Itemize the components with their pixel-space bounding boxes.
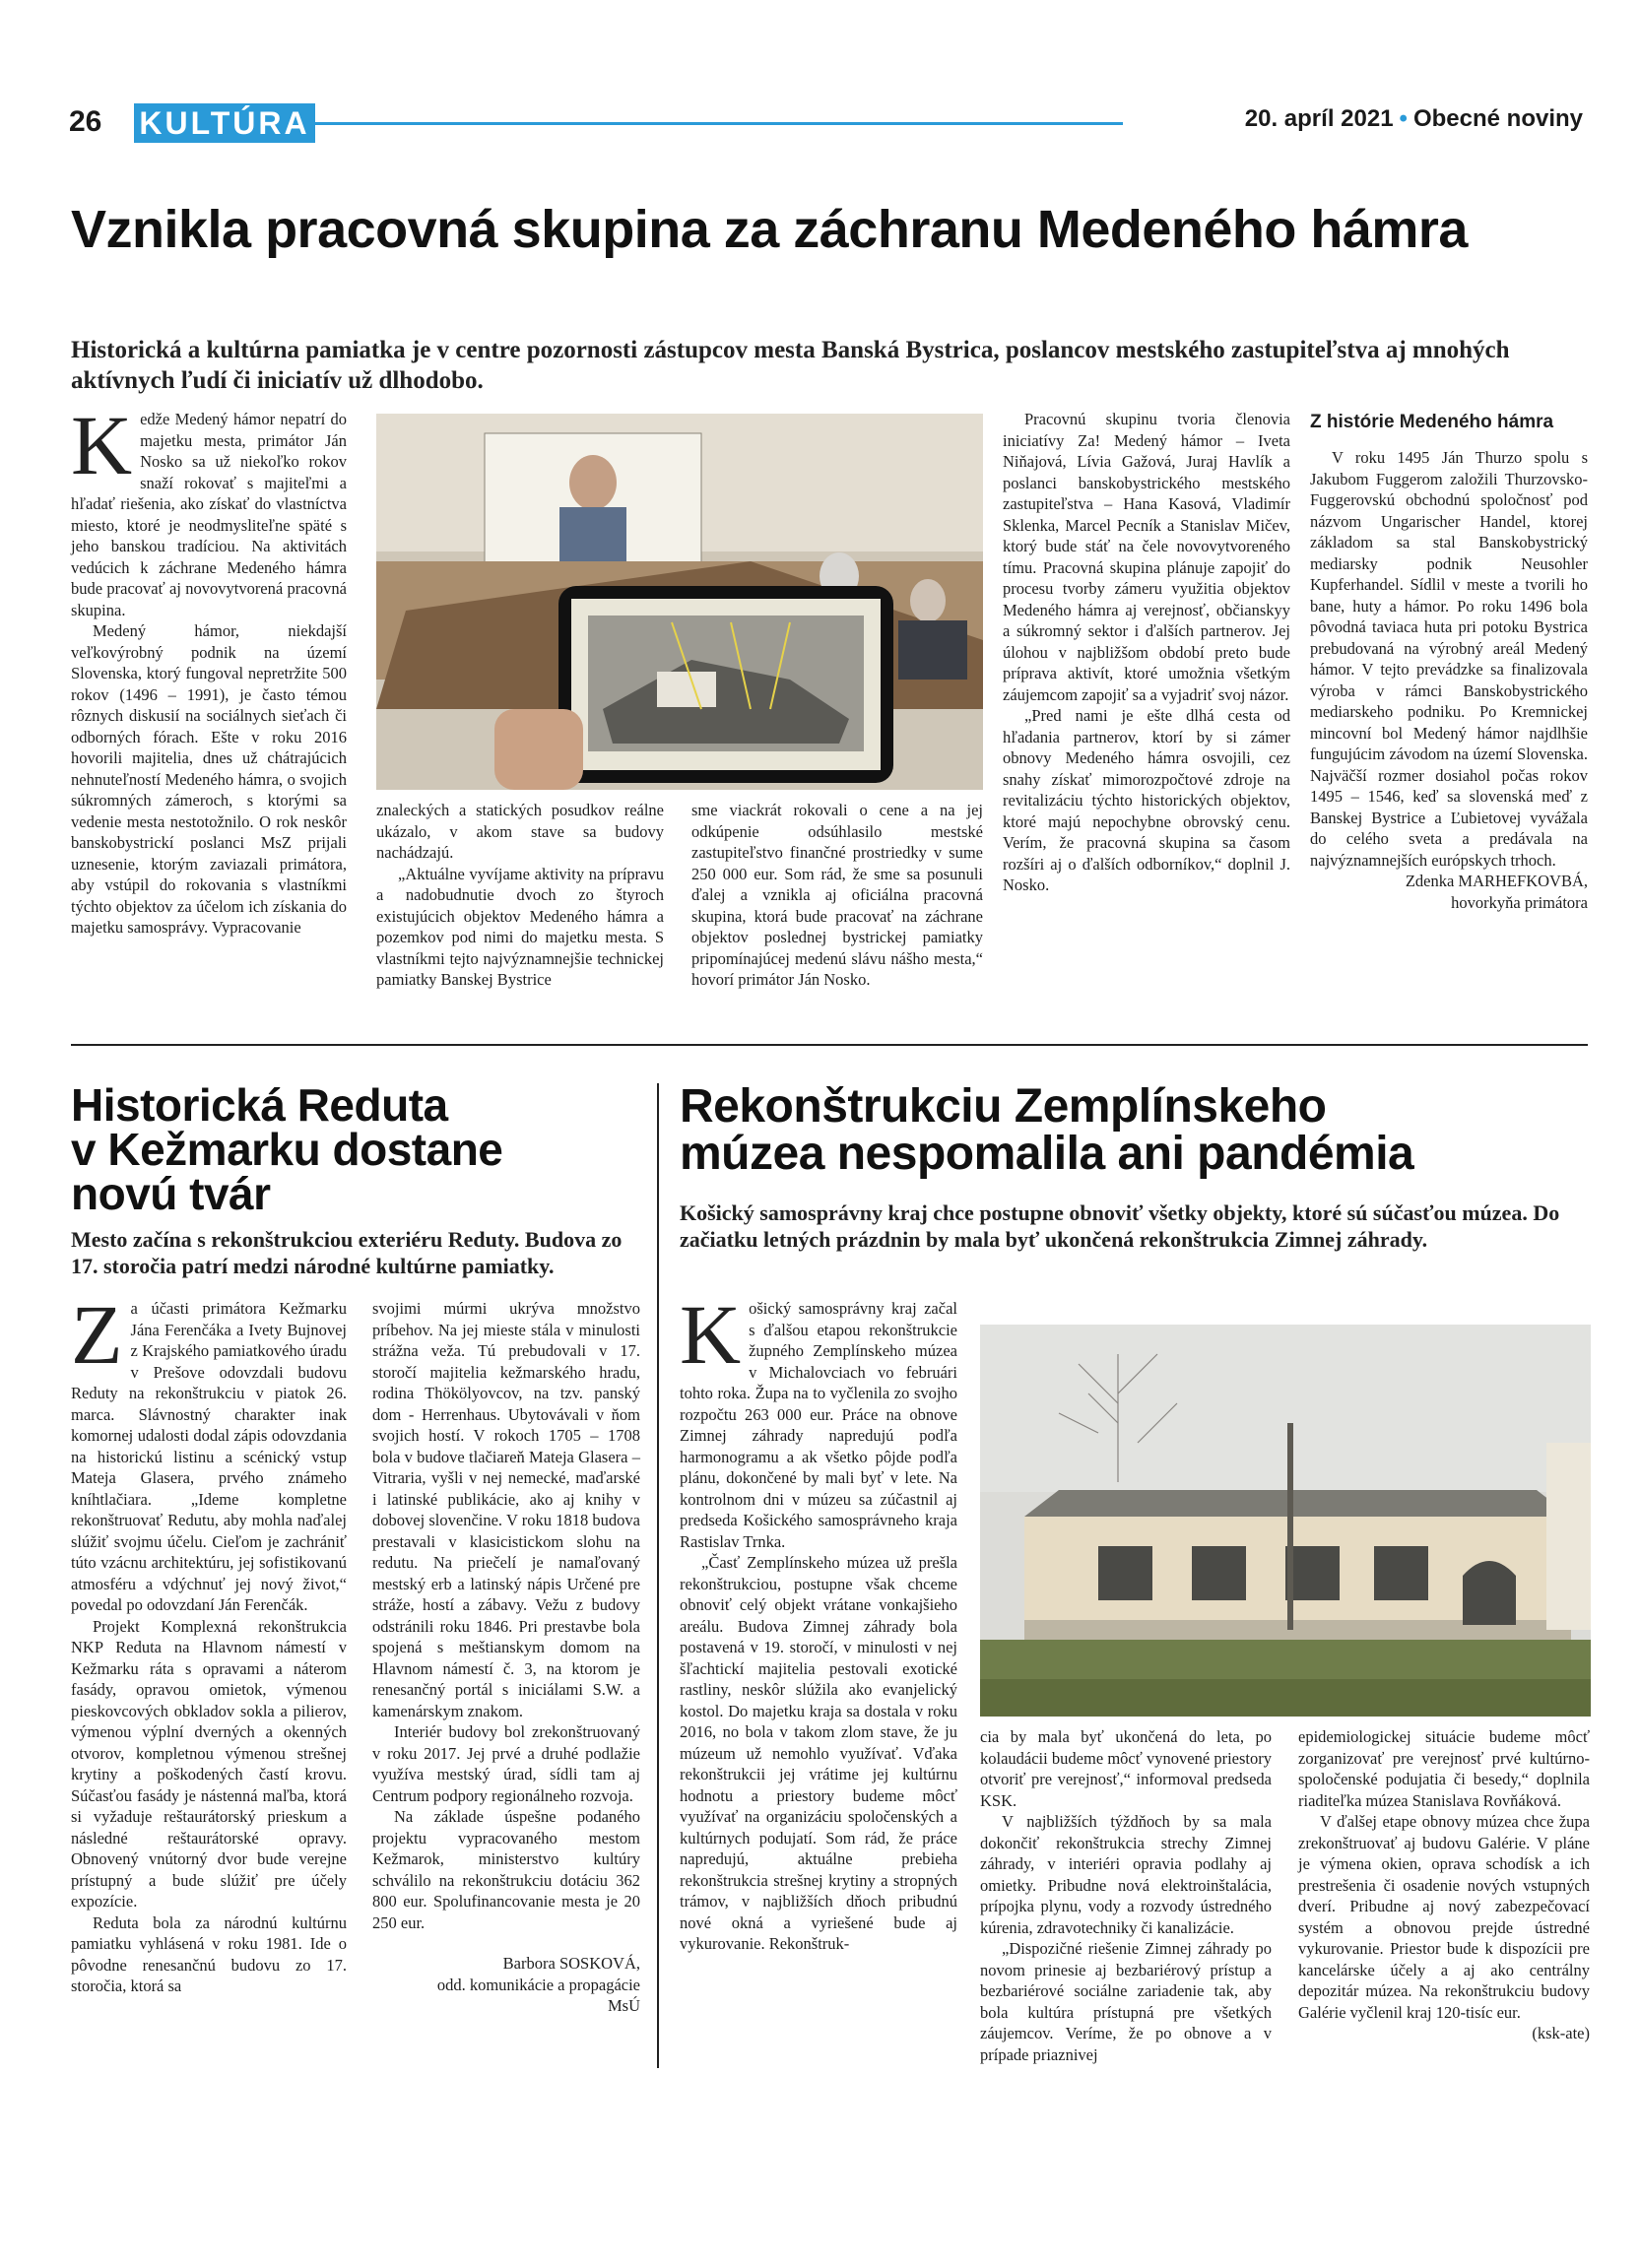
paragraph: znaleckých a statických posudkov reálne ukázalo, v akom stave sa budovy nachádzajú. [376,801,664,862]
paragraph: Medený hámor, niekdajší veľkovýrobný podnik na území Slovenska, ktorý fungoval nepretržite 500 rokov (1496 – 1991), je často témou rôznych diskusií na sociálnych sieťach či odborných fórach. Ešte v roku 2016 hovorili majitelia, dnes už chátrajúcich nehnuteľností Medeného hámra, o svojich súkromných zámeroch, s ktorými sa vedenie mesta nestotožnilo. O rok neskôr banskobystrickí poslanci MsZ prijali uznesenie, ktorým zaviazali primátora, aby vstúpil do rokovania s vlastníkmi týchto objektov za účelom ich získania do majetku samosprávy. Vypracovanie [71,621,347,937]
paragraph: sme viackrát rokovali o cene a na jej odkúpenie odsúhlasilo mestské zastupiteľstvo finančné prostriedky v sume 250 000 eur. Som rád, že sme sa posunuli ďalej a vznikla aj oficiálna pracovná skupina, ktorá bude pracovať na záchrane objektov poslednej bystrickej pamiatky pripomínajúcej medenú slávu nášho mesta,“ hovorí primátor Ján Nosko. [691,801,983,989]
paragraph: Pracovnú skupinu tvoria členovia iniciatívy Za! Medený hámor – Iveta Niňajová, Lívia Gažová, Juraj Havlík a poslanci banskobystrického mestského zastupiteľstva – Hana Kasová, Vladimír Sklenka, Marcel Pecník a Stanislav Mičev, ktorý bude stáť na čele novovytvoreného tímu. Pracovná skupina plánuje zapojiť do procesu tvorby zámeru využitia objektov Medeného hámra aj verejnosť, občianskyy a súkromný sektor i ďalších partnerov. Jej úlohou v najbližšom období preto bude príprava aktivít, ktoré umožnia všetkým záujemcom zapojiť sa a vyjadriť svoj názor. [1003,410,1290,704]
column-divider [657,1083,659,2068]
headline-line: Rekonštrukciu Zemplínskeho [680,1080,1327,1133]
article3-column-2 [980,1726,1272,2065]
paragraph: „Časť Zemplínskeho múzea už prešla rekonštrukciou, postupne však chceme obnoviť celý objekt vrátane vonkajšieho areálu. Budova Zimnej záhrady bola postavená v 19. storočí, v minulosti v nej šľachtickí majitelia pestovali exotické rastliny, neskôr slúžila ako evanjelický kostol. Do majetku kraja sa dostala v roku 2016, no bola v takom zlom stave, že ju múzeum už nemohlo využívať. Vďaka rekonštrukcii jej vrátime jej kultúrnu hodnotu a priestory budeme môcť využívať na organizáciu spoločenských a kultúrnych podujatí. Som rád, že práce napredujú, aktuálne prebieha rekonštrukcia strešnej krytiny a stropných trámov, v najbližších dňoch pribudnú nové okná a vyriešené bude aj vykurovanie. Rekonštruk- [680,1553,957,1953]
article1-photo [376,414,983,790]
meeting-photo-image [376,414,983,790]
article1-column-4 [1003,409,1290,896]
headline-line: v Kežmarku dostane [71,1124,503,1175]
paragraph: Projekt Komplexná rekonštrukcia NKP Reduta na Hlavnom námestí v Kežmarku ráta s opravami a náterom fasády, opravou omietok, výmenou pieskovcových obkladov sokla a pilierov, výmenou výplní dverných a okenných otvorov, kompletnou výmenou strešnej krytiny a poškodených častí krovu. Súčasťou fasády je nástenná maľba, ktorá si vyžaduje reštaurátorský prieskum a následné reštaurátorské opravy. Obnovený vnútorný dvor bude verejne prístupný a bude slúžiť pre účely expozície. [71,1616,347,1911]
sidebar-title: Z histórie Medeného hámra [1310,412,1554,432]
article3-headline [680,1080,1606,1180]
dropcap: K [680,1287,742,1382]
paragraph: edže Medený hámor nepatrí do majetku mesta, primátor Ján Nosko sa už niekoľko rokov snaží rokovať s majiteľmi a hľadať riešenia, ako získať do vlastníctva miesto, ktoré je neodmysliteľne späté s jeho banskou tradíciou. Na aktivitách vedúcich k záchrane Medeného hámra bude pracovať aj novovytvorená pracovná skupina. [71,410,347,619]
article1-column-1 [71,398,347,939]
article3-column-3 [1298,1726,1590,2044]
dropcap: Z [71,1287,123,1382]
header-rule [315,122,1123,125]
page-number: 26 [69,105,102,138]
headline-line: múzea nespomalila ani pandémia [680,1128,1414,1180]
paragraph: ošický samosprávny kraj začal s ďalšou etapou rekonštrukcie župného Zemplínskeho múzea v Michalovciach vo februári tohto roka. Župa na to vyčlenila zo svojho rozpočtu 263 000 eur. Práce na obnove Zimnej záhrady napredujú podľa harmonogramu a ak všetko pôjde podľa plánu, dokončené by mali byť v lete. Na kontrolnom dni v múzeu sa zúčastnil aj predseda Košického samosprávneho kraja Rastislav Trnka. [680,1299,957,1551]
issue-date: 20. apríl 2021 [1244,105,1394,132]
paragraph: V roku 1495 Ján Thurzo spolu s Jakubom Fuggerom založili Thurzovsko-Fuggerovskú obchodnú spoločnosť pod názvom Ungarischer Handel, ktorej základom sa stal Banskobystrický mediarsky podnik Neusohler Kupferhandel. Sídlil v meste a tvorili ho bane, huty a hámor. Po roku 1496 bola pôvodná taviaca huta pri potoku Bystrica prebudovaná na výrobný areál Medený hámor. V tejto prevádzke sa finalizovala výroba v rámci Banskobystrického mediarskeho podniku. Po Kremnickej mincovní bol Medený hámor najdlhšie fungujúcim závodom na území Slovenska. Najväčší rozmer dosiahol počas rokov 1495 – 1546, keď sa slovenská meď z Banskej Bystrice a Ľubietovej vyvážala do celého sveta a predávala na najvýznamnejších európskych trhoch. [1310,448,1588,870]
history-sidebar [1310,412,1588,913]
signature-role: hovorkyňa primátora [1451,892,1588,912]
section-divider [71,1044,1588,1046]
article1-column-3 [691,800,983,991]
headline-line: Historická Reduta [71,1079,448,1131]
separator-dot: • [1399,105,1408,132]
signature-name: Barbora SOSKOVÁ, [502,1954,640,1973]
paragraph: V najbližších týždňoch by sa mala dokončiť rekonštrukcia strechy Zimnej záhrady, v interiéri opravia podlahy aj omietky. Pribudne nová elektroinštalácia, prípojka plynu, vody a rozvody ústredného kúrenia, zdravotechniky či kanalizácie. [980,1812,1272,1937]
paragraph: „Dispozičné riešenie Zimnej záhrady po novom prinesie aj bezbariérový prístup a bezbariérové sociálne zariadenie tak, aby bola kultúra prístupná pre všetkých záujemcov. Veríme, že po obnove a v prípade priaznivej [980,1939,1272,2064]
museum-building-image [980,1325,1591,1717]
paragraph: svojimi múrmi ukrýva množstvo príbehov. Na jej mieste stála v minulosti strážna veža. Tú prebudovali v 17. storočí majitelia kežmarského hradu, rodina Thökölyovcov, na tzv. panský dom - Herrenhaus. Ubytovávali v ňom svojich hostí. V rokoch 1705 – 1708 bola v budove tlačiareň Mateja Glasera – Vitraria, vyšli v nej nemecké, maďarské i latinské publikácie, ako aj knihy v dobovej slovenčine. V roku 1818 budova prestavali v klasicistickom slohu na redutu. Na priečelí je namaľovaný mestský erb a latinský nápis Určené pre stráže, hostí a zábavy. Vežu z budovy odstránili roku 1846. Pri prestavbe bola spojená s meštianskym domom na Hlavnom námestí č. 3, na ktorom je renesančný portál s iniciálami S.W. a kamenárskym znakom. [372,1299,640,1720]
signature: (ksk-ate) [1532,2024,1590,2042]
section-label: KULTÚRA [134,103,315,143]
dropcap: K [71,398,133,492]
paragraph: „Pred nami je ešte dlhá cesta od hľadania partnerov, ktorí by si zámer obnovy Medeného hámra osvojili, cez snahy získať mimorozpočtové zdroje na revitalizáciu týchto historických objektov, ktoré majú nepochybne obrovský cenu. Verím, že pracovná skupina sa časom rozšíri aj o ďalších odborníkov,“ doplnil J. Nosko. [1003,706,1290,894]
issue-info [1245,105,1583,133]
headline-line: novú tvár [71,1168,271,1219]
paragraph: V ďalšej etape obnovy múzea chce župa zrekonštruovať aj budovu Galérie. V pláne je výmena okien, oprava schodísk a ich prestrešenia či osadenie nových vstupných dverí. Pribudne aj nový zabezpečovací systém a obnovou prejde ústredné vykurovanie. Priestor bude k dispozícii pre kancelárske účely a aj ako centrálny depozitár múzea. Na rekonštrukciu budovy Galérie vyčlenil kraj 120-tisíc eur. [1298,1812,1590,2022]
paragraph: Na základe úspešne podaného projektu vypracovaného mestom Kežmarok, ministerstvo kultúry schválilo na rekonštrukciu dotáciu 362 800 eur. Spolufinancovanie mesta je 20 250 eur. [372,1807,640,1932]
paragraph: Interiér budovy bol zrekonštruovaný v roku 2017. Jej prvé a druhé podlažie využíva mestský úrad, sídli tam aj Centrum podpory regionálneho rozvoja. [372,1722,640,1805]
article1-column-2 [376,800,664,991]
article2-headline [71,1079,662,1219]
publication-name: Obecné noviny [1412,105,1583,132]
signature-role: odd. komunikácie a propagácie [436,1975,640,1994]
article2-column-2 [372,1298,640,2017]
article1-lead: Historická a kultúrna pamiatka je v centre pozornosti zástupcov mesta Banská Bystrica, poslancov mestského zastupiteľstva aj mnohých aktívnych ľudí či iniciatív už dlhodobo. [71,337,1510,394]
article3-column-1 [680,1287,957,1955]
paragraph: a účasti primátora Kežmarku Jána Ferenčáka a Ivety Bujnovej z Krajského pamiatkového úradu v Prešove odovzdali budovu Reduty na rekonštrukciu v piatok 26. marca. Slávnostný charakter inak komornej udalosti dodal zápis odovzdania na historickú listinu a scénický vstup Mateja Glasera, prvého známeho kníhtlačiara. „Ideme kompletne rekonštruovať Redutu, aby mohla naďalej slúžiť svojmu účelu. Cieľom je zachrániť túto vzácnu architektúru, jej sofistikovanú atmosféru a vdýchnuť jej nový život,“ povedal po odovzdaní Ján Ferenčák. [71,1299,347,1614]
article3-photo [980,1325,1591,1717]
article1-headline: Vznikla pracovná skupina za záchranu Medeného hámra [71,200,1468,259]
paragraph: Reduta bola za národnú kultúrnu pamiatku vyhlásená v roku 1981. Ide o pôvodne renesančnú budovu zo 17. storočia, ktorá sa [71,1912,347,1995]
signature-office: MsÚ [607,1996,640,2015]
paragraph: epidemiologickej situácie budeme môcť zorganizovať pre verejnosť prvé kultúrno-spoločenské podujatia či besedy,“ doplnila riaditeľka múzea Stanislava Rovňáková. [1298,1727,1590,1810]
article2-lead: Mesto začína s rekonštrukciou exteriéru Reduty. Budova zo 17. storočia patrí medzi národné kultúrne pamiatky. [71,1227,623,1278]
paragraph: cia by mala byť ukončená do leta, po kolaudácii budeme môcť vynovené priestory otvoriť pre verejnosť,“ informoval predseda KSK. [980,1727,1272,1810]
paragraph: „Aktuálne vyvíjame aktivity na prípravu a nadobudnutie dvoch zo štyroch existujúcich objektov Medeného hámra a pozemkov pod nimi do majetku mesta. S vlastníkmi tejto najvýznamnejšie technickej pamiatky Banskej Bystrice [376,864,664,989]
article2-column-1 [71,1287,347,1997]
signature-name: Zdenka MARHEFKOVBÁ, [1405,872,1588,890]
article3-lead: Košický samosprávny kraj chce postupne obnoviť všetky objekty, ktoré sú súčasťou múzea. Do začiatku letných prázdnin by mala byť ukončená rekonštrukcia Zimnej záhrady. [680,1200,1560,1252]
